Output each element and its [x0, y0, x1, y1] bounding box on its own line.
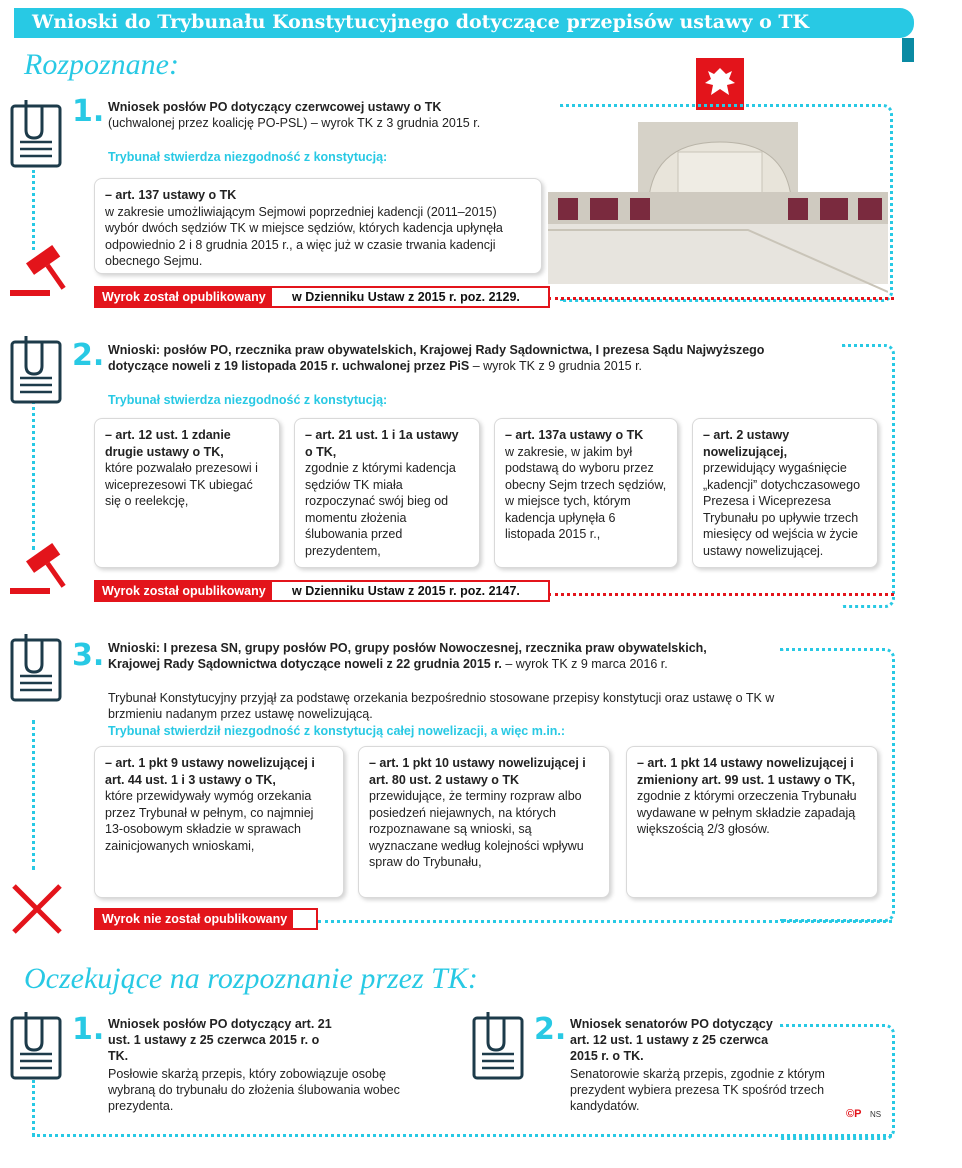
case2-card-2-head: – art. 21 ust. 1 i 1a ustawy o TK, [305, 428, 459, 459]
pending-bottom-dots [32, 1134, 892, 1137]
case1-frame [560, 104, 893, 302]
case1-verdict: Trybunał stwierdza niezgodność z konstytucją: [108, 150, 388, 164]
case3-verdict: Trybunał stwierdził niezgodność z konstytucją całej nowelizacji, a więc m.in.: [108, 724, 566, 738]
case2-card-2 [294, 418, 480, 568]
case3-title-line1: Wnioski: I prezesa SN, grupy posłów PO, grupy posłów Nowoczesnej, rzecznika praw obywatelskich, [108, 641, 707, 655]
cross-icon [8, 880, 66, 938]
pending1-title: Wniosek posłów PO dotyczący art. 21 ust. 1 ustawy z 25 czerwca 2015 r. o TK. [108, 1017, 332, 1063]
author-initials: NS [870, 1110, 882, 1119]
case3-card-2 [358, 746, 610, 898]
case1-left-dots [32, 170, 35, 250]
document-clip-icon [8, 98, 66, 170]
case2-title-line2 [108, 358, 642, 374]
case2-published-label: Wyrok został opublikowany [96, 582, 272, 600]
case1-title: Wniosek posłów PO dotyczący czerwcowej ustawy o TK [108, 100, 442, 114]
case2-card-3-body: w zakresie, w jakim był podstawą do wyboru przez obecny Sejm trzech sędziów, w miejsce tych, którym kadencja upłynęła 6 listopada 2015 r., [505, 444, 667, 541]
case3-card-3 [626, 746, 878, 898]
case3-card-1-body: które przewidywały wymóg orzekania przez Trybunał w pełnym, co najmniej 13-osobowym składzie w sprawach zainicjowanych wnioskami, [105, 789, 314, 853]
document-clip-icon [470, 1010, 528, 1082]
case1-published-label: Wyrok został opublikowany [96, 288, 272, 306]
case2-card-4-head: – art. 2 ustawy nowelizującej, [703, 428, 790, 459]
case2-title-line1: Wnioski: posłów PO, rzecznika praw obywatelskich, Krajowej Rady Sądownictwa, I prezesa Sądu Najwyższego [108, 343, 765, 357]
case2-journal-ref: w Dzienniku Ustaw z 2015 r. poz. 2147. [286, 582, 526, 600]
case2-card-3 [494, 418, 678, 568]
pending1-body: Posłowie skarżą przepis, który zobowiązuje osobę wybraną do trybunału do złożenia ślubowania wobec prezydenta. [108, 1067, 400, 1113]
case3-number: 3. [72, 638, 105, 673]
document-clip-icon [8, 1010, 66, 1082]
pending-left-dots [32, 1080, 35, 1136]
publisher-logo: ©P [846, 1108, 862, 1120]
case2-card-3-head: – art. 137a ustawy o TK [505, 428, 644, 442]
case1-journal-ref: w Dzienniku Ustaw z 2015 r. poz. 2129. [286, 288, 526, 306]
case1-number: 1. [72, 94, 105, 129]
case2-card-1-body: które pozwalało prezesowi i wiceprezesowi TK ubiegać się o reelekcję, [105, 461, 258, 508]
case2-verdict: Trybunał stwierdza niezgodność z konstytucją: [108, 393, 388, 407]
case1-card-head: – art. 137 ustawy o TK [105, 188, 237, 202]
page-title: Wnioski do Trybunału Konstytucyjnego dotyczące przepisów ustawy o TK [32, 11, 810, 33]
case3-not-published-label: Wyrok nie został opublikowany [96, 910, 293, 928]
case1-card-body: w zakresie umożliwiającym Sejmowi poprzedniej kadencji (2011–2015) wybór dwóch sędziów TK w miejsce sędziów, których kadencja upłynęła odpowiednio 2 i 8 grudnia 2015 r., a więc już w czasie trwania kadencji obecnego Sejmu. [105, 204, 503, 268]
case2-title-rest: – wyrok TK z 9 grudnia 2015 r. [469, 359, 643, 373]
case2-card-4-body: przewidujący wygaśnięcie „kadencji” dotychczasowego Prezesa i Wiceprezesa Trybunału po upływie trzech miesięcy od wejścia w życie ustawy nowelizującej. [703, 461, 861, 558]
case2-card-1 [94, 418, 280, 568]
case1-card [94, 178, 542, 274]
case3-card-3-body: zgodnie z którymi orzeczenia Trybunału wydawane w pełnym składzie zapadają większością 2/3 głosów. [637, 789, 857, 836]
gavel-icon [6, 542, 80, 598]
case2-card-4 [692, 418, 878, 568]
case2-card-2-body: zgodnie z którymi kadencja sędziów TK miała rozpoczynać swój bieg od momentu złożenia ślubowania przed prezydentem, [305, 461, 456, 558]
case1-subtitle: (uchwalonej przez koalicję PO-PSL) – wyrok TK z 3 grudnia 2015 r. [108, 116, 481, 130]
pending1-number: 1. [72, 1012, 105, 1047]
pending2-number: 2. [534, 1012, 567, 1047]
banner-fold [902, 38, 914, 62]
recognized-heading: Rozpoznane: [24, 48, 179, 81]
case3-card-2-head: – art. 1 pkt 10 ustawy nowelizującej i art. 80 ust. 2 ustawy o TK [369, 756, 586, 787]
case1-red-dots [548, 297, 894, 300]
case3-bottom-dots [318, 920, 892, 923]
document-clip-icon [8, 334, 66, 406]
case3-card-1 [94, 746, 344, 898]
case3-title-rest: – wyrok TK z 9 marca 2016 r. [501, 657, 668, 671]
case2-left-dots [32, 400, 35, 550]
pending-heading: Oczekujące na rozpoznanie przez TK: [24, 962, 478, 995]
case3-left-dots [32, 720, 35, 870]
case2-red-dots [548, 593, 894, 596]
case2-title-bold: dotyczące noweli z 19 listopada 2015 r. uchwalonej przez PiS [108, 359, 470, 373]
case2-number: 2. [72, 338, 105, 373]
case2-card-1-head: – art. 12 ust. 1 zdanie drugie ustawy o TK, [105, 428, 231, 459]
pending2-title: Wniosek senatorów PO dotyczący art. 12 ust. 1 ustawy z 25 czerwca 2015 r. o TK. [570, 1017, 773, 1063]
document-clip-icon [8, 632, 66, 704]
pending2-body: Senatorowie skarżą przepis, zgodnie z którym prezydent wybiera prezesa TK spośród trzech kandydatów. [570, 1067, 825, 1113]
gavel-icon [6, 244, 80, 300]
case3-title-line2 [108, 656, 668, 672]
case3-card-3-head: – art. 1 pkt 14 ustawy nowelizującej i zmieniony art. 99 ust. 1 ustawy o TK, [637, 756, 856, 787]
case3-title-bold: Krajowej Rady Sądownictwa dotyczące noweli z 22 grudnia 2015 r. [108, 657, 502, 671]
case3-card-2-body: przewidujące, że terminy rozpraw albo posiedzeń niejawnych, na których rozpoznawane są wnioski, są wyznaczane według kolejności wpływu spraw do Trybunału, [369, 789, 584, 869]
case3-card-1-head: – art. 1 pkt 9 ustawy nowelizującej i art. 44 ust. 1 i 3 ustawy o TK, [105, 756, 315, 787]
case3-basis: Trybunał Konstytucyjny przyjął za podstawę orzekania bezpośrednio stosowane przepisy konstytucji oraz ustawę o TK w brzmieniu nadanym przez ustawę nowelizującą. [108, 691, 775, 721]
